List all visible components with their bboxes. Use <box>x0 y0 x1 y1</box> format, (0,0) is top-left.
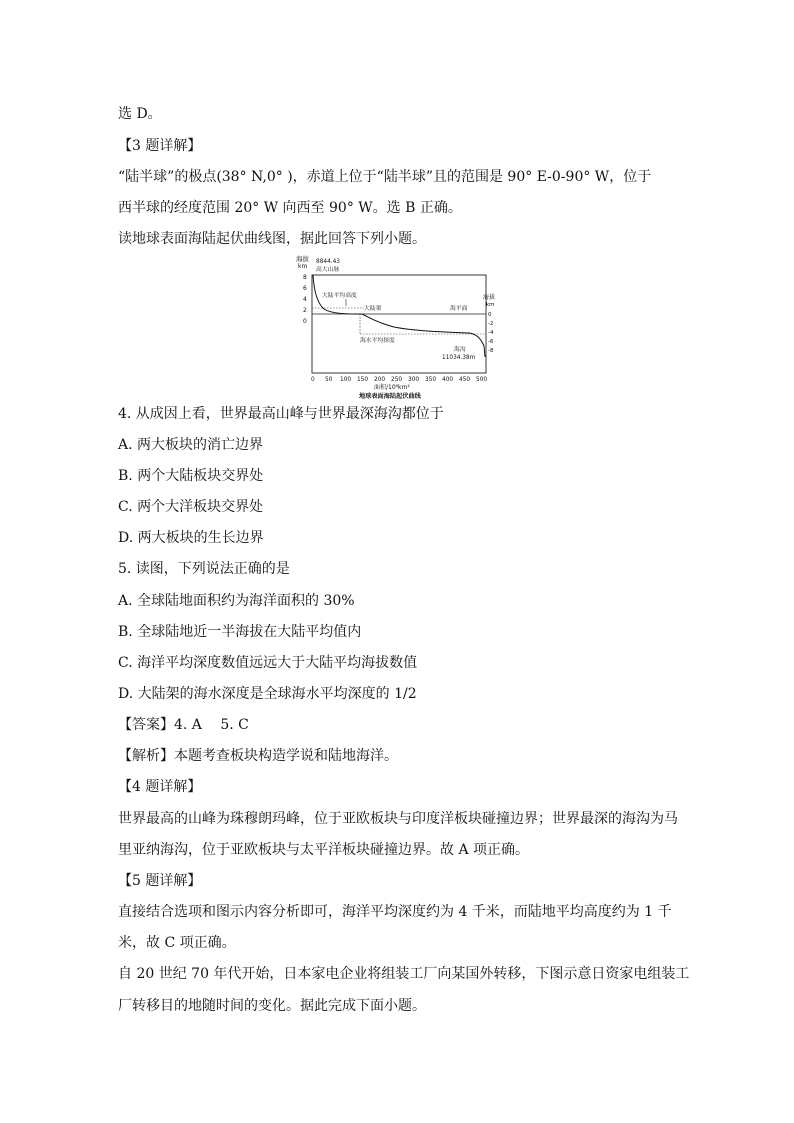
right-tick-minus2: -2 <box>488 321 494 327</box>
q5-option-d: D. 大陆架的海水深度是全球海水平均深度的 1/2 <box>118 686 417 702</box>
x-tick-50: 50 <box>325 377 333 383</box>
x-tick-100: 100 <box>340 377 352 383</box>
sea-average-label: 海水平均探度 <box>360 338 395 344</box>
left-tick-4: 4 <box>303 296 307 303</box>
trench-name-label: 海沟 <box>454 347 466 353</box>
x-tick-450: 450 <box>459 377 471 383</box>
left-tick-8: 8 <box>303 274 307 281</box>
q4-option-c: C. 两个大洋板块交界处 <box>118 499 264 515</box>
x-tick-250: 250 <box>391 377 403 383</box>
text-line-3: “陆半球”的极点(38° N,0° )，赤道上位于“陆半球”且的范围是 90° E-0-90° W，位于 <box>118 169 652 185</box>
section-heading-3: 【3 题详解】 <box>118 138 202 154</box>
q5-option-c: C. 海洋平均深度数值远远大于大陆平均海拔数值 <box>118 655 418 671</box>
section-heading-4: 【4 题详解】 <box>118 779 202 795</box>
shelf-label: 大陆架 <box>364 306 382 312</box>
text-line-24: 自 20 世纪 70 年代开始，日本家电企业将组装工厂向某国外转移，下图示意日资家电组装工 <box>118 966 690 982</box>
sea-land-relief-curve-figure <box>294 253 500 401</box>
text-line-19: 世界最高的山峰为珠穆朗玛峰，位于亚欧板块与印度洋板块碰撞边界；世界最深的海沟为马 <box>118 811 678 827</box>
answer-line: 【答案】4. A 5. C <box>118 717 249 733</box>
left-tick-2: 2 <box>303 307 307 314</box>
x-tick-0: 0 <box>311 377 315 383</box>
q5-option-a: A. 全球陆地面积约为海洋面积的 30% <box>118 593 355 609</box>
peak-name-label: 高大山脉 <box>316 267 340 273</box>
right-tick-minus8: -8 <box>488 348 494 354</box>
q4-option-d: D. 两大板块的生长边界 <box>118 530 264 546</box>
x-tick-150: 150 <box>357 377 369 383</box>
q4-option-a: A. 两大板块的消亡边界 <box>118 437 264 453</box>
right-tick-minus6: -6 <box>488 339 494 345</box>
section-heading-5: 【5 题详解】 <box>118 873 202 889</box>
left-tick-0: 0 <box>303 318 307 325</box>
land-average-label: 大陆平均高度 <box>322 293 357 299</box>
x-tick-400: 400 <box>442 377 454 383</box>
peak-value-label: 8844.43 <box>316 259 340 265</box>
x-tick-200: 200 <box>374 377 386 383</box>
text-line-5: 读地球表面海陆起伏曲线图，据此回答下列小题。 <box>118 231 426 247</box>
right-axis-title: 海拔 <box>483 294 496 301</box>
trench-value-label: 11034.38m <box>442 355 476 361</box>
x-tick-300: 300 <box>408 377 420 383</box>
right-tick-0: 0 <box>488 312 492 318</box>
question-4: 4. 从成因上看，世界最高山峰与世界最深海沟都位于 <box>118 406 444 422</box>
x-tick-350: 350 <box>425 377 437 383</box>
text-line-1: 选 D。 <box>118 106 162 122</box>
relief-curve <box>313 275 485 357</box>
sea-level-label: 海平面 <box>450 306 468 312</box>
q4-option-b: B. 两个大陆板块交界处 <box>118 468 264 484</box>
text-line-23: 米，故 C 项正确。 <box>118 935 236 951</box>
x-tick-500: 500 <box>476 377 488 383</box>
left-axis-unit: km <box>298 263 308 270</box>
q5-option-b: B. 全球陆地近一半海拔在大陆平均值内 <box>118 624 362 640</box>
right-tick-minus4: -4 <box>488 330 494 336</box>
question-5: 5. 读图，下列说法正确的是 <box>118 561 290 577</box>
left-axis-title: 海拔 <box>296 255 309 263</box>
analysis-line: 【解析】本题考查板块构造学说和陆地海洋。 <box>118 748 398 764</box>
text-line-4: 西半球的经度范围 20° W 向西至 90° W。选 B 正确。 <box>118 200 462 216</box>
x-axis-title: 面积/10⁶km² <box>374 384 410 391</box>
figure-caption: 地球表面海陆起伏曲线 <box>359 393 421 400</box>
text-line-22: 直接结合选项和图示内容分析即可，海洋平均深度约为 4 千米，而陆地平均高度约为 1 千 <box>118 904 672 920</box>
right-axis-unit: km <box>486 302 495 308</box>
text-line-20: 里亚纳海沟，位于亚欧板块与太平洋板块碰撞边界。故 A 项正确。 <box>118 842 530 858</box>
left-tick-6: 6 <box>303 285 307 292</box>
text-line-25: 厂转移目的地随时间的变化。据此完成下面小题。 <box>118 998 426 1014</box>
